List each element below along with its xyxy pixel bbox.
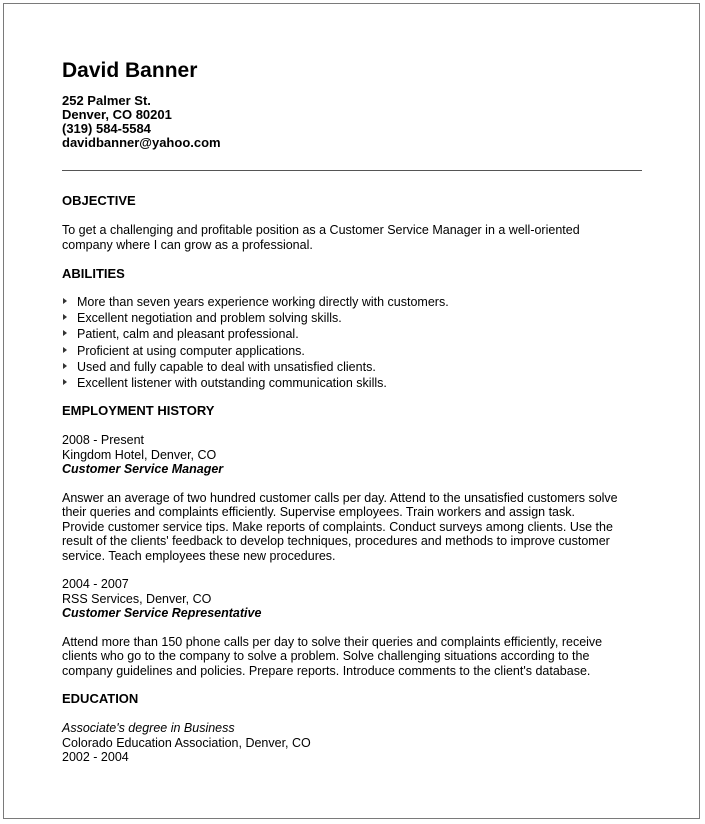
job-position: Customer Service Representative bbox=[62, 606, 262, 621]
ability-text: Used and fully capable to deal with unsatisfied clients. bbox=[77, 359, 376, 374]
ability-text: Proficient at using computer applications. bbox=[77, 343, 305, 358]
job-description-line: Answer an average of two hundred customer calls per day. Attend to the unsatisfied customers solve bbox=[62, 490, 618, 505]
phone-number: (319) 584-5584 bbox=[62, 121, 151, 136]
ability-item bbox=[62, 343, 642, 359]
ability-item bbox=[62, 359, 642, 375]
bullet-triangle-icon bbox=[63, 347, 67, 353]
abilities-list bbox=[62, 294, 642, 391]
employment-heading: EMPLOYMENT HISTORY bbox=[62, 403, 215, 419]
job-company: RSS Services, Denver, CO bbox=[62, 591, 212, 606]
job-description-line: result of the clients' feedback to develop techniques, procedures and methods to improve customer bbox=[62, 534, 610, 549]
job-entry bbox=[62, 433, 642, 563]
bullet-triangle-icon bbox=[63, 314, 67, 320]
bullet-triangle-icon bbox=[63, 298, 67, 304]
degree-name: Associate's degree in Business bbox=[62, 721, 235, 736]
job-description-line: clients who go to the company to solve a problem. Solve challenging situations according to the bbox=[62, 649, 590, 664]
abilities-heading: ABILITIES bbox=[62, 266, 125, 281]
candidate-name: David Banner bbox=[62, 59, 198, 82]
ability-item bbox=[62, 294, 642, 310]
ability-text: Excellent listener with outstanding communication skills. bbox=[77, 376, 387, 391]
resume-content bbox=[62, 58, 642, 765]
job-description-line: company guidelines and policies. Prepare reports. Introduce comments to the client's database. bbox=[62, 663, 591, 678]
job-description-line: service. Teach employees these new procedures. bbox=[62, 548, 336, 563]
address-line-2: Denver, CO 80201 bbox=[62, 107, 172, 122]
ability-item bbox=[62, 326, 642, 342]
school-name: Colorado Education Association, Denver, CO bbox=[62, 735, 311, 750]
objective-line: company where I can grow as a professional. bbox=[62, 237, 313, 252]
education-dates: 2002 - 2004 bbox=[62, 750, 129, 765]
ability-item bbox=[62, 310, 642, 326]
objective-text bbox=[62, 223, 642, 252]
ability-text: Patient, calm and pleasant professional. bbox=[77, 327, 299, 342]
resume-page bbox=[3, 3, 700, 819]
objective-line: To get a challenging and profitable position as a Customer Service Manager in a well-oriented bbox=[62, 223, 580, 237]
job-description bbox=[62, 635, 642, 679]
job-position: Customer Service Manager bbox=[62, 462, 224, 477]
ability-item bbox=[62, 375, 642, 391]
email-address: davidbanner@yahoo.com bbox=[62, 135, 221, 150]
job-description-line: Provide customer service tips. Make reports of complaints. Conduct surveys among clients. Use the bbox=[62, 519, 613, 534]
job-description-line: their queries and complaints efficiently. Supervise employees. Train workers and assign task. bbox=[62, 505, 575, 520]
job-company: Kingdom Hotel, Denver, CO bbox=[62, 447, 217, 462]
job-dates: 2008 - Present bbox=[62, 433, 144, 448]
ability-text: Excellent negotiation and problem solving skills. bbox=[77, 311, 342, 326]
contact-block bbox=[62, 94, 642, 150]
bullet-triangle-icon bbox=[63, 330, 67, 336]
bullet-triangle-icon bbox=[63, 363, 67, 369]
job-description bbox=[62, 491, 642, 564]
job-dates: 2004 - 2007 bbox=[62, 577, 129, 592]
job-description-line: Attend more than 150 phone calls per day to solve their queries and complaints efficiently, receive bbox=[62, 634, 603, 649]
header-divider bbox=[62, 170, 642, 171]
bullet-triangle-icon bbox=[63, 379, 67, 385]
job-entry bbox=[62, 577, 642, 678]
address-line-1: 252 Palmer St. bbox=[62, 93, 151, 108]
education-entry bbox=[62, 721, 642, 765]
education-heading: EDUCATION bbox=[62, 691, 139, 707]
objective-heading: OBJECTIVE bbox=[62, 193, 136, 208]
ability-text: More than seven years experience working directly with customers. bbox=[77, 295, 449, 309]
